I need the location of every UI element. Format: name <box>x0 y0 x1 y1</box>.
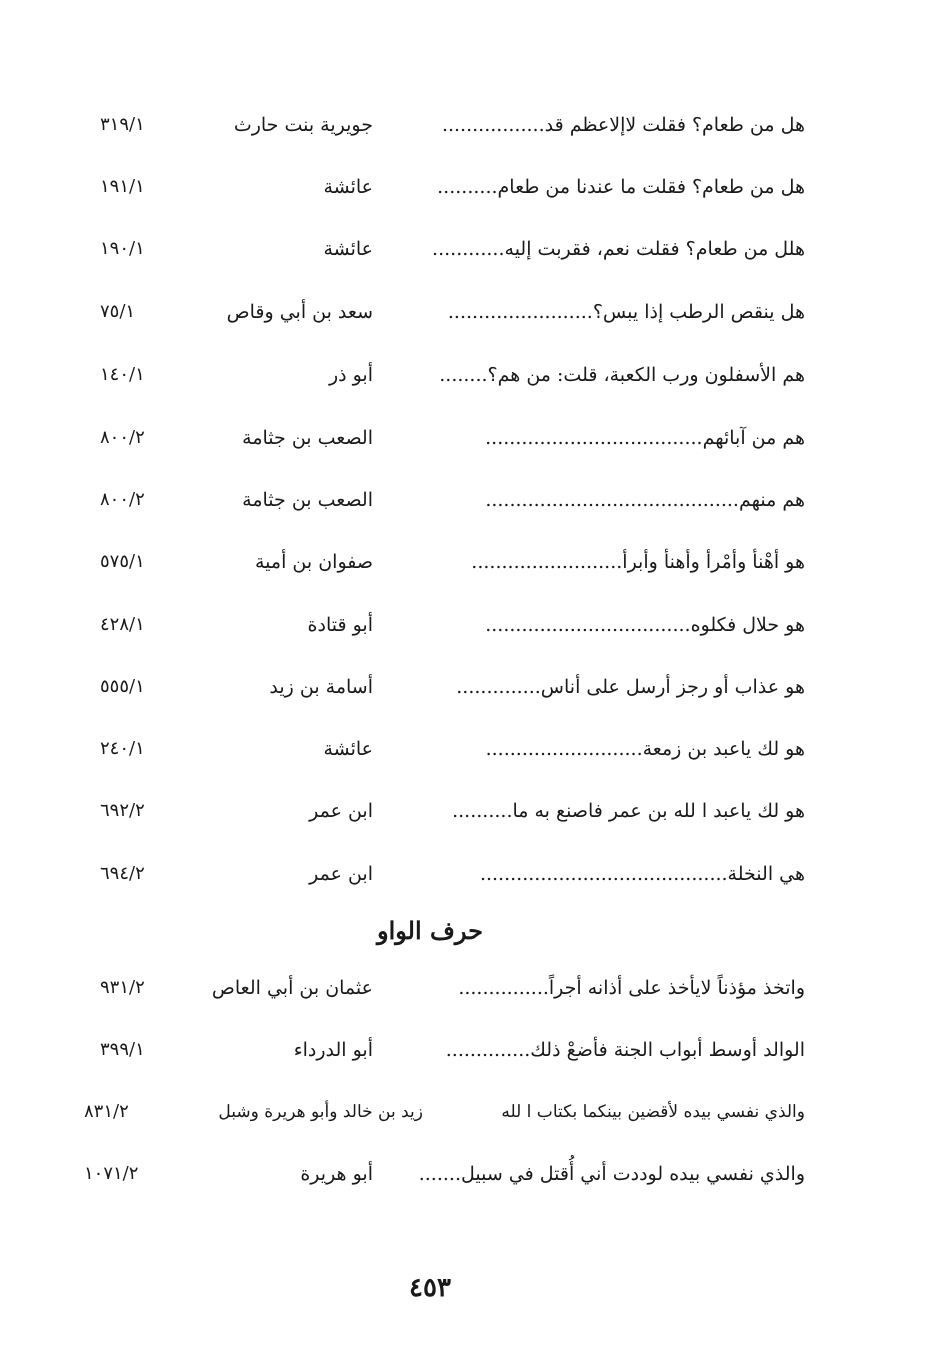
hadith-text: واتخذ مؤذناً لايأخذ على أذانه أجراً............... <box>458 977 805 999</box>
hadith-text: هل ينقص الرطب إذا يبس؟........................ <box>447 301 805 323</box>
hadith-text: هل من طعام؟ فقلت لاإلاعظم قد................. <box>441 114 805 136</box>
hadith-text: هي النخلة......................................... <box>479 863 805 885</box>
volume-page-ref: ١٩١/١ <box>100 176 145 197</box>
volume-page-ref: ٧٥/١ <box>100 301 136 322</box>
hadith-text: والذي نفسي بيده لأقضين بينكما بكتاب ا لله <box>501 1102 805 1122</box>
hadith-text: هل من طعام؟ فقلت ما عندنا من طعام.......... <box>437 176 805 198</box>
volume-page-ref: ٤٢٨/١ <box>100 614 145 635</box>
narrator-name: ابن عمر <box>309 800 373 822</box>
volume-page-ref: ٣١٩/١ <box>100 114 145 135</box>
index-entry <box>70 1028 805 1072</box>
hadith-text: هو حلال فكلوه.................................. <box>485 614 805 636</box>
volume-page-ref: ٢٤٠/١ <box>100 738 145 759</box>
hadith-text: هم الأسفلون ورب الكعبة، قلت: من هم؟........ <box>439 364 805 386</box>
narrator-name: أبو ذر <box>328 364 373 386</box>
hadith-text: هو لك ياعبد بن زمعة.......................... <box>485 738 805 760</box>
volume-page-ref: ١٩٠/١ <box>100 238 145 259</box>
hadith-text: الوالد أوسط أبواب الجنة فأضعْ ذلك.............. <box>445 1039 805 1061</box>
hadith-text: هلل من طعام؟ فقلت نعم، فقربت إليه............ <box>432 238 805 260</box>
narrator-name: أسامة بن زيد <box>269 676 373 698</box>
volume-page-ref: ١٠٧١/٢ <box>84 1163 139 1184</box>
index-entry <box>70 727 805 771</box>
index-entry <box>70 290 805 334</box>
volume-page-ref: ٥٥٥/١ <box>100 676 145 697</box>
volume-page-ref: ٨٠٠/٢ <box>100 489 145 510</box>
narrator-name: الصعب بن جثامة <box>242 427 373 449</box>
index-entry <box>70 852 805 896</box>
hadith-text: هو لك ياعبد ا لله بن عمر فاصنع به ما.......... <box>452 800 805 822</box>
narrator-name: عائشة <box>323 738 373 760</box>
index-entry <box>70 353 805 397</box>
hadith-text: والذي نفسي بيده لوددت أني أُقتل في سبيل....... <box>418 1163 805 1185</box>
narrator-name: عثمان بن أبي العاص <box>211 977 373 999</box>
narrator-name: سعد بن أبي وقاص <box>226 301 373 323</box>
index-entry <box>70 1152 805 1196</box>
index-entry <box>70 103 805 147</box>
narrator-name: الصعب بن جثامة <box>242 489 373 511</box>
volume-page-ref: ٣٩٩/١ <box>100 1039 145 1060</box>
narrator-name: أبو هريرة <box>300 1163 373 1185</box>
hadith-text: هم من آبائهم.................................... <box>485 427 805 449</box>
narrator-name: عائشة <box>323 176 373 198</box>
page-number: ٤٥٣ <box>409 1273 451 1303</box>
narrator-name: أبو قتادة <box>307 614 373 636</box>
volume-page-ref: ٥٧٥/١ <box>100 551 145 572</box>
index-entry <box>70 540 805 584</box>
index-entry <box>70 416 805 460</box>
index-entry <box>70 478 805 522</box>
narrator-name: ابن عمر <box>309 863 373 885</box>
volume-page-ref: ١٤٠/١ <box>100 364 145 385</box>
narrator-name: زيد بن خالد وأبو هريرة وشبل <box>218 1102 423 1122</box>
volume-page-ref: ٨٠٠/٢ <box>100 427 145 448</box>
hadith-text: هو أهْنأ وأمْرأ وأهنأ وأبرأ......................... <box>471 551 805 573</box>
section-heading: حرف الواو <box>377 916 483 945</box>
index-entry <box>70 227 805 271</box>
volume-page-ref: ٩٣١/٢ <box>100 977 145 998</box>
index-entry <box>70 165 805 209</box>
index-entry <box>70 603 805 647</box>
index-entry <box>70 966 805 1010</box>
hadith-text: هم منهم.......................................... <box>485 489 805 511</box>
narrator-name: عائشة <box>323 238 373 260</box>
hadith-text: هو عذاب أو رجز أرسل على أناس.............. <box>456 676 805 698</box>
narrator-name: صفوان بن أمية <box>255 551 373 573</box>
index-entry <box>70 665 805 709</box>
narrator-name: أبو الدرداء <box>293 1039 373 1061</box>
narrator-name: جويرية بنت حارث <box>233 114 373 136</box>
volume-page-ref: ٦٩٢/٢ <box>100 800 145 821</box>
volume-page-ref: ٨٣١/٢ <box>84 1101 129 1122</box>
index-entry <box>70 1090 805 1134</box>
volume-page-ref: ٦٩٤/٢ <box>100 863 145 884</box>
index-entry <box>70 789 805 833</box>
